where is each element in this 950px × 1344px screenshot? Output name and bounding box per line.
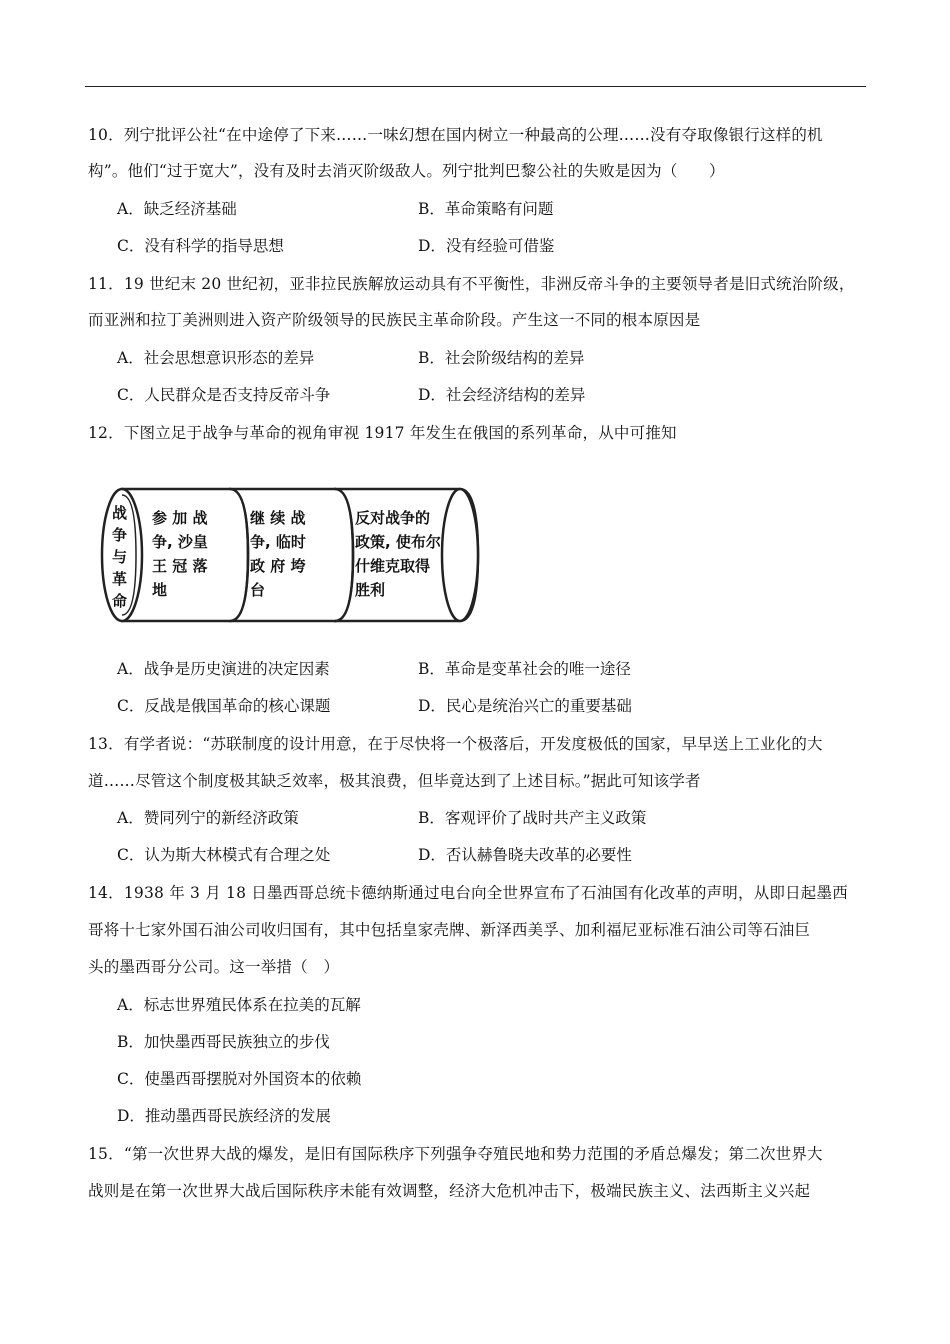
question-10-line-2: 构”。他们“过于宽大”，没有及时去消灭阶级敌人。列宁批判巴黎公社的失败是因为（ ）	[88, 162, 725, 180]
question-11-line-2: 而亚洲和拉丁美洲则进入资产阶级领导的民族民主革命阶段。产生这一不同的根本原因是	[88, 311, 701, 329]
question-14-line-1: 14．1938 年 3 月 18 日墨西哥总统卡德纳斯通过电台向全世界宣布了石油国有化改革的声明，从即日起墨西	[88, 884, 848, 902]
question-15-line-1: 15．“第一次世界大战的爆发，是旧有国际秩序下列强争夺殖民地和势力范围的矛盾总爆发；第二次世界大	[88, 1145, 823, 1163]
question-11-option-c[interactable]: C．人民群众是否支持反帝斗争	[117, 386, 331, 404]
question-14-option-d[interactable]: D．推动墨西哥民族经济的发展	[117, 1107, 331, 1125]
question-11-option-a[interactable]: A．社会思想意识形态的差异	[117, 349, 315, 367]
question-10-option-d[interactable]: D．没有经验可借鉴	[418, 237, 555, 255]
question-14-line-2: 哥将十七家外国石油公司收归国有，其中包括皇家壳牌、新泽西美孚、加利福尼亚标准石油公司等石油巨	[88, 921, 811, 939]
spine-char-3: 与	[112, 548, 128, 566]
segment-1-line-3: 王 冠 落	[152, 557, 208, 575]
question-10-option-a[interactable]: A．缺乏经济基础	[117, 200, 237, 218]
segment-1-line-2: 争, 沙皇	[152, 533, 208, 551]
spine-char-2: 争	[112, 526, 128, 544]
segment-3-end-cap	[442, 489, 478, 621]
segment-1-line-1: 参 加 战	[152, 509, 208, 527]
scroll-diagram	[100, 485, 480, 625]
segment-1-line-4: 地	[152, 581, 168, 599]
question-14-line-3: 头的墨西哥分公司。这一举措（ ）	[88, 958, 340, 976]
question-13-option-c[interactable]: C．认为斯大林模式有合理之处	[117, 846, 331, 864]
segment-2-line-3: 政 府 垮	[250, 557, 306, 575]
segment-2-line-2: 争, 临时	[250, 533, 306, 551]
question-13-line-2: 道……尽管这个制度极其缺乏效率，极其浪费，但毕竟达到了上述目标。”据此可知该学者	[88, 772, 701, 790]
question-12-option-a[interactable]: A．战争是历史演进的决定因素	[117, 660, 330, 678]
question-12-line-1: 12．下图立足于战争与革命的视角审视 1917 年发生在俄国的系列革命，从中可推知	[88, 424, 677, 442]
question-12-option-c[interactable]: C．反战是俄国革命的核心课题	[117, 697, 331, 715]
spine-char-5: 命	[112, 592, 128, 610]
spine-char-1: 战	[112, 504, 128, 522]
question-10-line-1: 10．列宁批评公社“在中途停了下来……一味幻想在国内树立一种最高的公理……没有夺取像银行这样的机	[88, 126, 823, 144]
spine-char-4: 革	[112, 570, 128, 588]
segment-2-line-4: 台	[250, 581, 266, 599]
question-10-option-b[interactable]: B．革命策略有问题	[418, 200, 554, 218]
question-14-option-a[interactable]: A．标志世界殖民体系在拉美的瓦解	[117, 996, 361, 1014]
question-10-option-c[interactable]: C．没有科学的指导思想	[117, 237, 284, 255]
question-13-option-a[interactable]: A．赞同列宁的新经济政策	[117, 809, 299, 827]
question-14-option-c[interactable]: C．使墨西哥摆脱对外国资本的依赖	[117, 1070, 362, 1088]
segment-3-line-3: 什维克取得	[355, 557, 431, 575]
header-rule	[85, 86, 866, 87]
question-12-option-d[interactable]: D．民心是统治兴亡的重要基础	[418, 697, 632, 715]
question-13-option-d[interactable]: D．否认赫鲁晓夫改革的必要性	[418, 846, 632, 864]
question-15-line-2: 战则是在第一次世界大战后国际秩序未能有效调整，经济大危机冲击下，极端民族主义、法西斯主义兴起	[88, 1182, 811, 1200]
question-12-option-b[interactable]: B．革命是变革社会的唯一途径	[418, 660, 631, 678]
segment-3-line-4: 胜利	[355, 581, 386, 599]
question-13-option-b[interactable]: B．客观评价了战时共产主义政策	[418, 809, 647, 827]
segment-3-line-1: 反对战争的	[355, 509, 431, 527]
question-11-option-b[interactable]: B．社会阶级结构的差异	[418, 349, 585, 367]
question-11-option-d[interactable]: D．社会经济结构的差异	[418, 386, 586, 404]
war-revolution-scroll-figure	[100, 485, 480, 625]
segment-3-line-2: 政策, 使布尔	[355, 533, 441, 551]
question-14-option-b[interactable]: B．加快墨西哥民族独立的步伐	[117, 1033, 330, 1051]
question-13-line-1: 13．有学者说：“苏联制度的设计用意，在于尽快将一个极落后，开发度极低的国家，早早送上工业化的大	[88, 735, 823, 753]
segment-2-line-1: 继 续 战	[250, 509, 306, 527]
question-11-line-1: 11．19 世纪末 20 世纪初，亚非拉民族解放运动具有不平衡性，非洲反帝斗争的主要领导者是旧式统治阶级，	[88, 275, 855, 293]
